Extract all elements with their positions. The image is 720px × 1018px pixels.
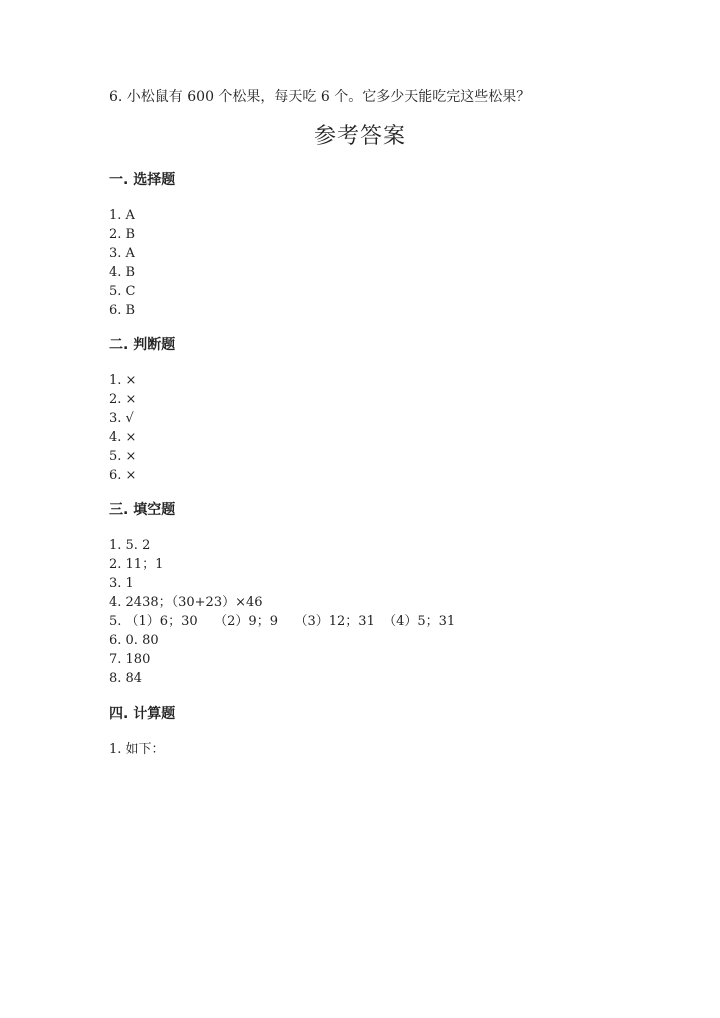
answer-item: 7. 180 xyxy=(109,652,151,667)
answer-list xyxy=(109,536,609,688)
answer-item: 3. 1 xyxy=(109,576,134,591)
section-heading: 一. 选择题 xyxy=(109,172,176,188)
section-heading: 四. 计算题 xyxy=(109,706,176,722)
answer-list xyxy=(109,371,609,485)
answer-item: 2. B xyxy=(109,227,136,242)
answer-item: 3. A xyxy=(109,246,135,261)
section-true-false xyxy=(109,335,609,485)
answer-item: 4. 2438；（30+23）×46 xyxy=(109,595,263,610)
section-heading: 三. 填空题 xyxy=(109,502,176,518)
answer-item: 4. B xyxy=(109,265,136,280)
answer-list xyxy=(109,740,609,759)
answer-item: 1. A xyxy=(109,208,135,223)
answer-item: 8. 84 xyxy=(109,671,143,686)
answer-item: 1. 5. 2 xyxy=(109,538,151,553)
question-6: 6. 小松鼠有 600 个松果，每天吃 6 个。它多少天能吃完这些松果？ xyxy=(109,89,531,105)
section-heading: 二. 判断题 xyxy=(109,337,176,353)
section-multiple-choice xyxy=(109,170,609,320)
answer-list xyxy=(109,206,609,320)
answer-item: 2. 11；1 xyxy=(109,557,164,572)
section-fill-in-blank xyxy=(109,500,609,688)
answer-key-title: 参考答案 xyxy=(313,124,406,149)
answer-item: 3. √ xyxy=(109,411,134,426)
section-calculation xyxy=(109,704,609,759)
answer-item: 2. × xyxy=(109,392,137,407)
answer-item: 1. × xyxy=(109,373,137,388)
answer-item: 6. B xyxy=(109,303,136,318)
answer-item: 5. （1）6；30 （2）9；9 （3）12；31 （4）5；31 xyxy=(109,614,456,629)
answer-item: 5. C xyxy=(109,284,136,299)
answer-item: 6. × xyxy=(109,468,137,483)
answer-item: 4. × xyxy=(109,430,137,445)
answer-item: 6. 0. 80 xyxy=(109,633,159,648)
answer-item: 5. × xyxy=(109,449,137,464)
answer-item: 1. 如下： xyxy=(109,742,165,757)
